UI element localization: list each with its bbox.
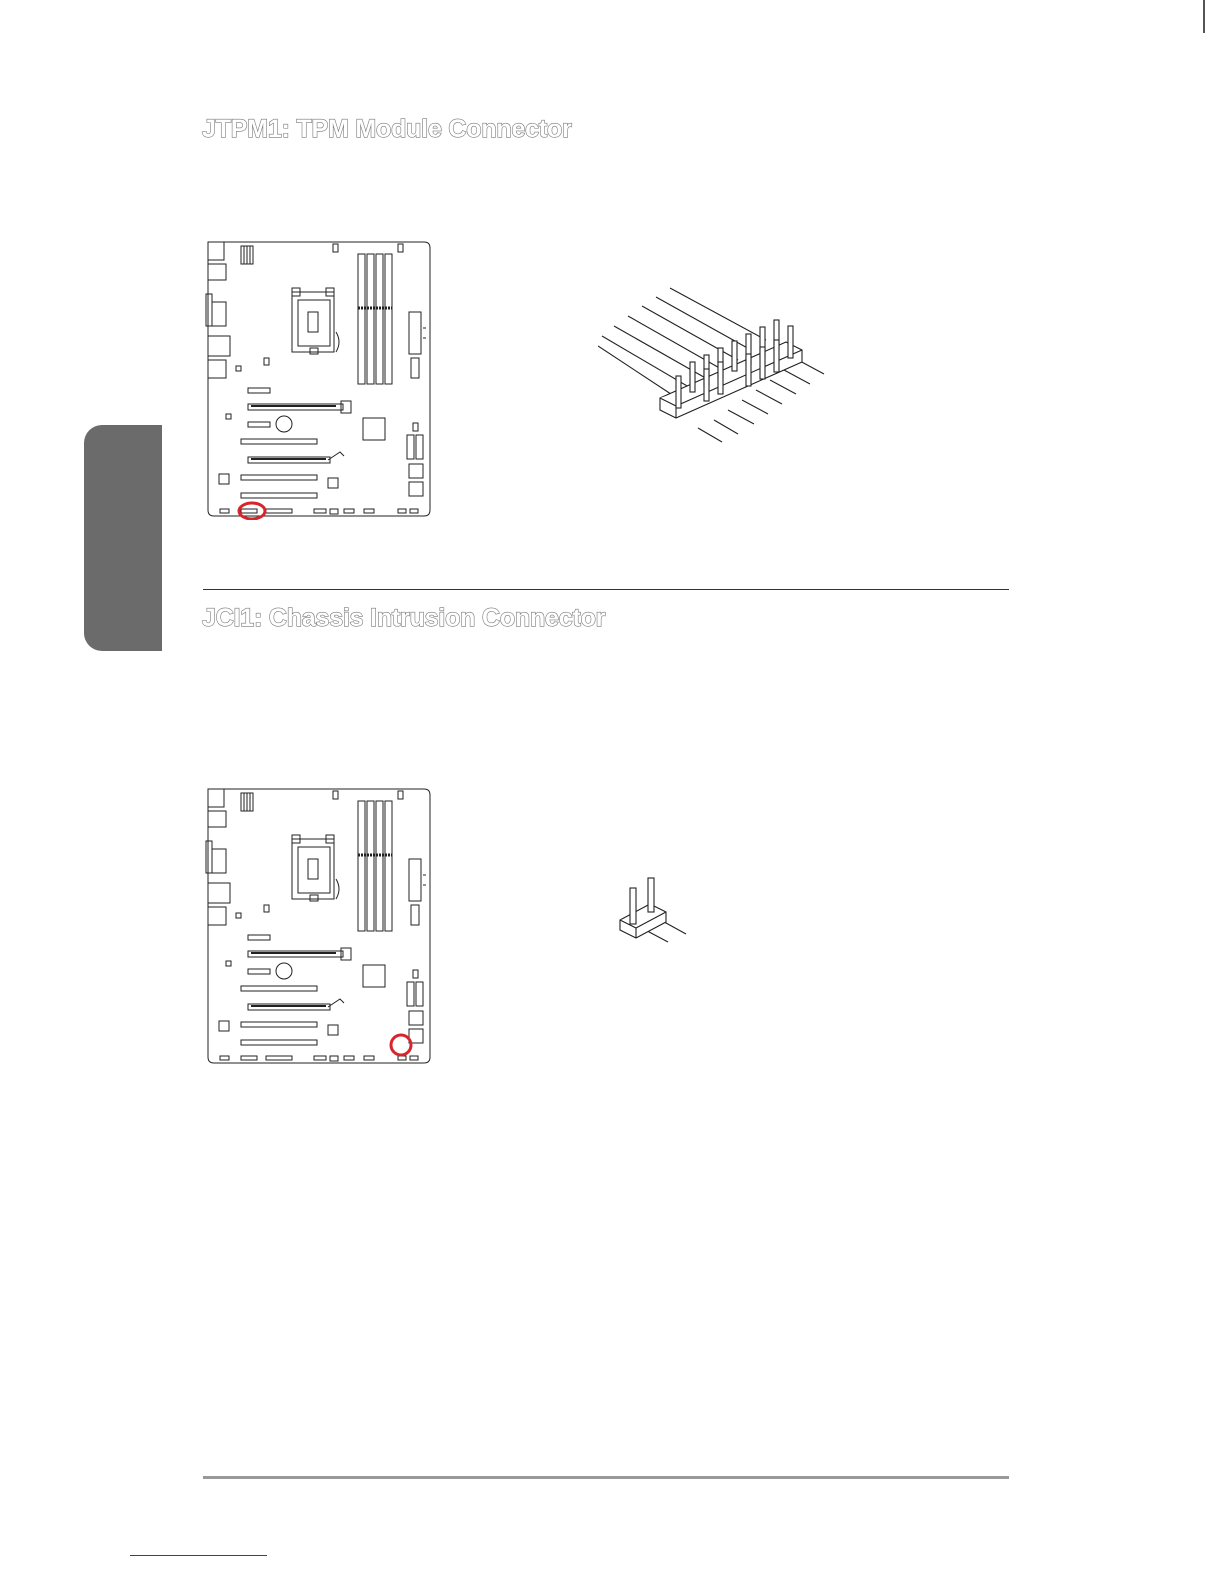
tpm-header-highlight (239, 503, 265, 519)
section-heading-jtpm1: JTPM1: TPM Module Connector (202, 115, 572, 143)
section-heading-jci1: JCI1: Chassis Intrusion Connector (202, 604, 606, 632)
motherboard-layout-icon (196, 238, 436, 520)
footer-rule (203, 1476, 1009, 1479)
chassis-intrusion-highlight (391, 1035, 411, 1055)
section-divider (203, 589, 1009, 590)
footer-link-underline[interactable] (130, 1555, 267, 1556)
pin-header-2pin-icon (610, 864, 692, 946)
chapter-side-tab (84, 425, 162, 651)
motherboard-layout-icon (196, 785, 436, 1067)
pin-header-14pin-icon (598, 280, 834, 448)
page-edge-marker (1203, 0, 1205, 33)
